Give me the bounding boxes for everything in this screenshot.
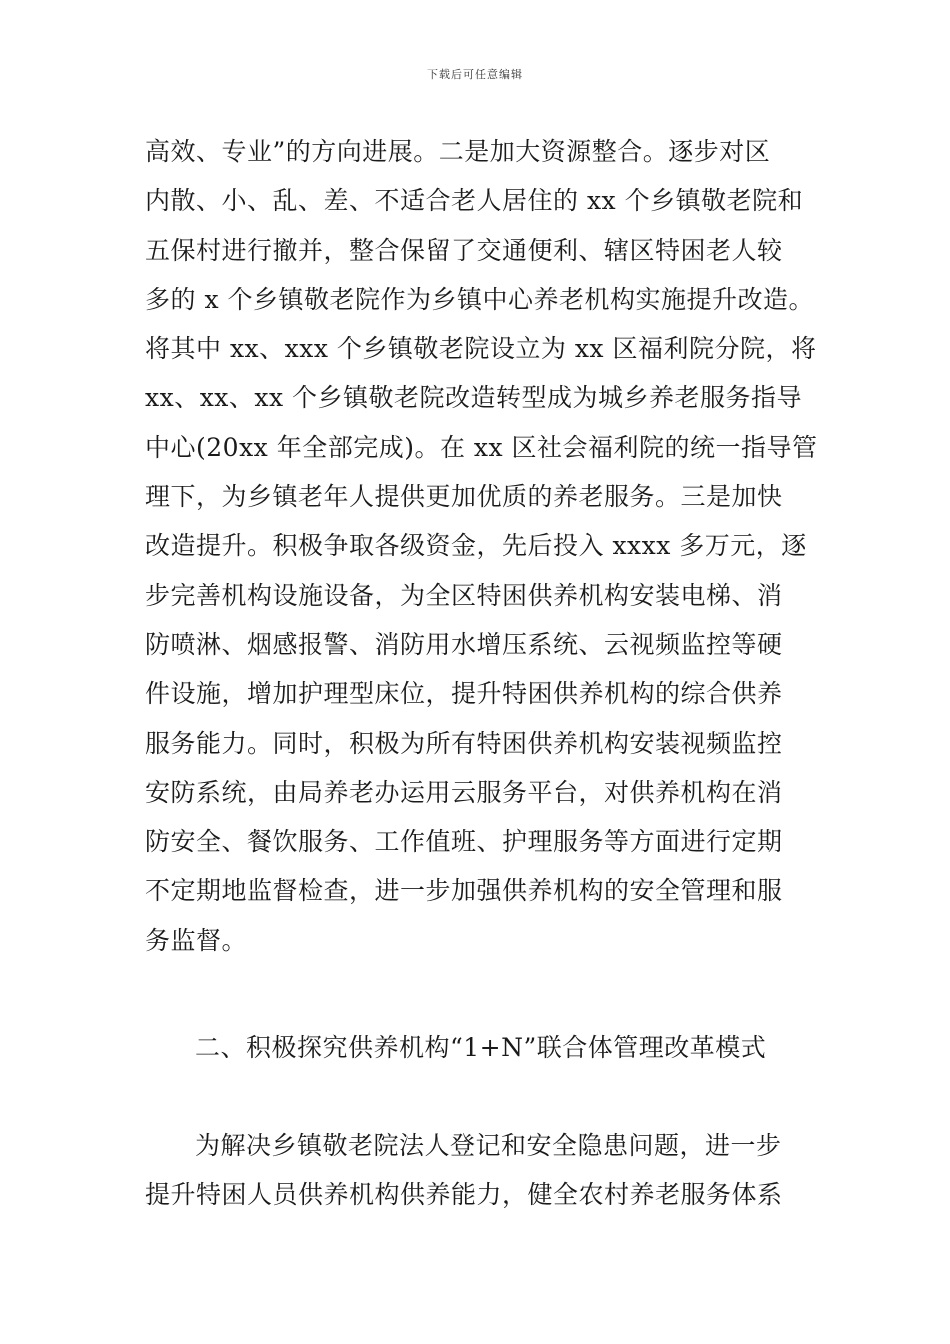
text-line: 多的 x 个乡镇敬老院作为乡镇中心养老机构实施提升改造。 [145, 284, 814, 314]
text-line: 将其中 xx、xxx 个乡镇敬老院设立为 xx 区福利院分院，将 [145, 334, 817, 364]
text-line: 理下，为乡镇老年人提供更加优质的养老服务。三是加快 [145, 482, 783, 512]
body-paragraph-2 [145, 1121, 815, 1220]
text-line: xx、xx、xx 个乡镇敬老院改造转型成为城乡养老服务指导 [145, 383, 803, 413]
text-line: 五保村进行撤并，整合保留了交通便利、辖区特困老人较 [145, 235, 783, 265]
section-heading: 二、积极探究供养机构“1+N”联合体管理改革模式 [195, 1033, 767, 1062]
text-line: 安防系统，由局养老办运用云服务平台，对供养机构在消 [145, 777, 783, 807]
text-line: 提升特困人员供养机构供养能力，健全农村养老服务体系 [145, 1180, 783, 1210]
text-line: 为解决乡镇敬老院法人登记和安全隐患问题，进一步 [195, 1131, 782, 1160]
text-line: 服务能力。同时，积极为所有特困供养机构安装视频监控 [145, 728, 783, 758]
text-line: 中心(20xx 年全部完成)。在 xx 区社会福利院的统一指导管 [145, 432, 818, 462]
body-paragraph-1 [145, 127, 818, 965]
text-line: 防喷淋、烟感报警、消防用水增压系统、云视频监控等硬 [145, 629, 783, 659]
text-line: 件设施，增加护理型床位，提升特困供养机构的综合供养 [145, 679, 783, 709]
text-line: 不定期地监督检查，进一步加强供养机构的安全管理和服 [145, 876, 783, 906]
text-line: 内散、小、乱、差、不适合老人居住的 xx 个乡镇敬老院和 [145, 186, 804, 216]
text-line: 步完善机构设施设备，为全区特困供养机构安装电梯、消 [145, 580, 783, 610]
text-line: 高效、专业”的方向进展。二是加大资源整合。逐步对区 [145, 137, 771, 166]
text-line: 防安全、餐饮服务、工作值班、护理服务等方面进行定期 [145, 827, 783, 857]
text-line: 改造提升。积极争取各级资金，先后投入 xxxx 多万元，逐 [145, 531, 807, 561]
text-line: 务监督。 [145, 925, 248, 955]
header-note: 下载后可任意编辑 [427, 68, 523, 81]
